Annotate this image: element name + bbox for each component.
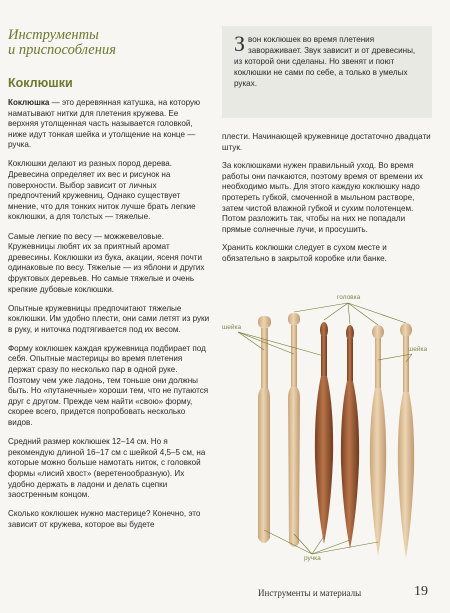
right-column bbox=[222, 132, 436, 273]
label-head: головка bbox=[337, 294, 361, 301]
bobbin-2 bbox=[288, 313, 300, 547]
footer-chapter: Инструменты и материалы bbox=[258, 588, 362, 598]
bobbin-6 bbox=[398, 323, 414, 558]
subsection-title: Коклюшки bbox=[8, 76, 73, 90]
label-neck-right: шейка bbox=[408, 346, 428, 353]
paragraph-definition bbox=[8, 98, 210, 151]
section-title bbox=[8, 28, 208, 58]
quote-box bbox=[222, 26, 432, 118]
left-column bbox=[8, 98, 210, 539]
paragraph-continuation: плести. Начинающей кружевнице достаточно двадцати штук. bbox=[222, 132, 431, 152]
paragraph-count: Сколько коклюшек нужно мастерице? Конечно, это зависит от кружева, которое вы будете bbox=[8, 509, 201, 529]
bobbins-illustration bbox=[220, 298, 438, 570]
label-neck-left: шейка bbox=[222, 324, 242, 331]
drop-cap: З bbox=[234, 31, 246, 56]
quote-text: вон коклюшек во время плетения завораживает. Звук зависит и от древесины, из которой они сделаны. Но звенят и поют коклюшки не сами по себе, а только в умелых руках. bbox=[234, 35, 416, 88]
paragraph-size: Средний размер коклюшек 12–14 см. Но я рекомендую длиной 16–17 см с шейкой 4,5–5 см, на которые можно больше намотать ниток, с головкой формы «лисий хвост» (веретенообразную). Их удобно держать в ладони и делать сцепки заостренным концом. bbox=[8, 437, 206, 500]
bobbin-1 bbox=[258, 316, 271, 543]
page-footer bbox=[258, 585, 428, 605]
label-handle: ручка bbox=[304, 555, 321, 562]
section-title-line2: и приспособления bbox=[8, 42, 116, 58]
bobbin-3 bbox=[315, 322, 333, 544]
page-number: 19 bbox=[414, 584, 428, 599]
definition-text: — это деревянная катушка, на которую наматывают нитки для плетения кружева. Ее верхняя утолщенная часть называется головкой, ниже идут тонкая шейка и утолщение на конце — ручка. bbox=[8, 98, 201, 150]
paragraph-care: За коклюшками нужен правильный уход. Во время работы они пачкаются, поэтому время от времени их необходимо мыть. Для этого каждую коклюшку надо протереть губкой, смоченной в мыльном растворе, затем чистой влажной губкой и сухим полотенцем. Потом разложить так, чтобы на них не попадали прямые солнечные лучи, и просушить. bbox=[222, 161, 423, 234]
bobbins-figure bbox=[220, 294, 438, 570]
paragraph-wood: Коклюшки делают из разных пород дерева. Древесина определяет их вес и рисунок на поверхности. Выбор зависит от личных предпочтений кружевниц. Однако существует мнение, что для тонких ниток лучше брать легкие коклюшки, а для толстых — тяжелые. bbox=[8, 159, 196, 222]
bobbin-5 bbox=[370, 325, 386, 556]
paragraph-storage: Хранить коклюшки следует в сухом месте и обязательно в закрытой коробке или банке. bbox=[222, 243, 387, 263]
paragraph-shape: Форму коклюшек каждая кружевница подбирает под себя. Опытные мастерицы во время плетения держат сразу по несколько пар в одной руке. Поэтому чем уже ладонь, тем тоньше они должны быть. Но «путанечные» хороши тем, что не путаются друг с другом. Прежде чем найти «свою» форму, скорее всего, придется попробовать несколько видов. bbox=[8, 343, 209, 428]
bobbin-4 bbox=[341, 325, 359, 549]
paragraph-heavy: Опытные кружевницы предпочитают тяжелые коклюшки. Им удобно плести, они сами летят из руки в руку, и ниточка подтягивается под их весом. bbox=[8, 303, 210, 334]
section-title-line1: Инструменты bbox=[8, 27, 99, 43]
paragraph-weight: Самые легкие по весу — можжевеловые. Кружевницы любят их за приятный аромат древесины. Коклюшки из бука, акации, ясеня почти одинаковые по весу. Тяжелые — из яблони и других фруктовых деревьев. Но самые тяжелые и очень крепкие дубовые коклюшки. bbox=[8, 231, 205, 294]
term-bobbin: Коклюшка bbox=[8, 98, 50, 107]
